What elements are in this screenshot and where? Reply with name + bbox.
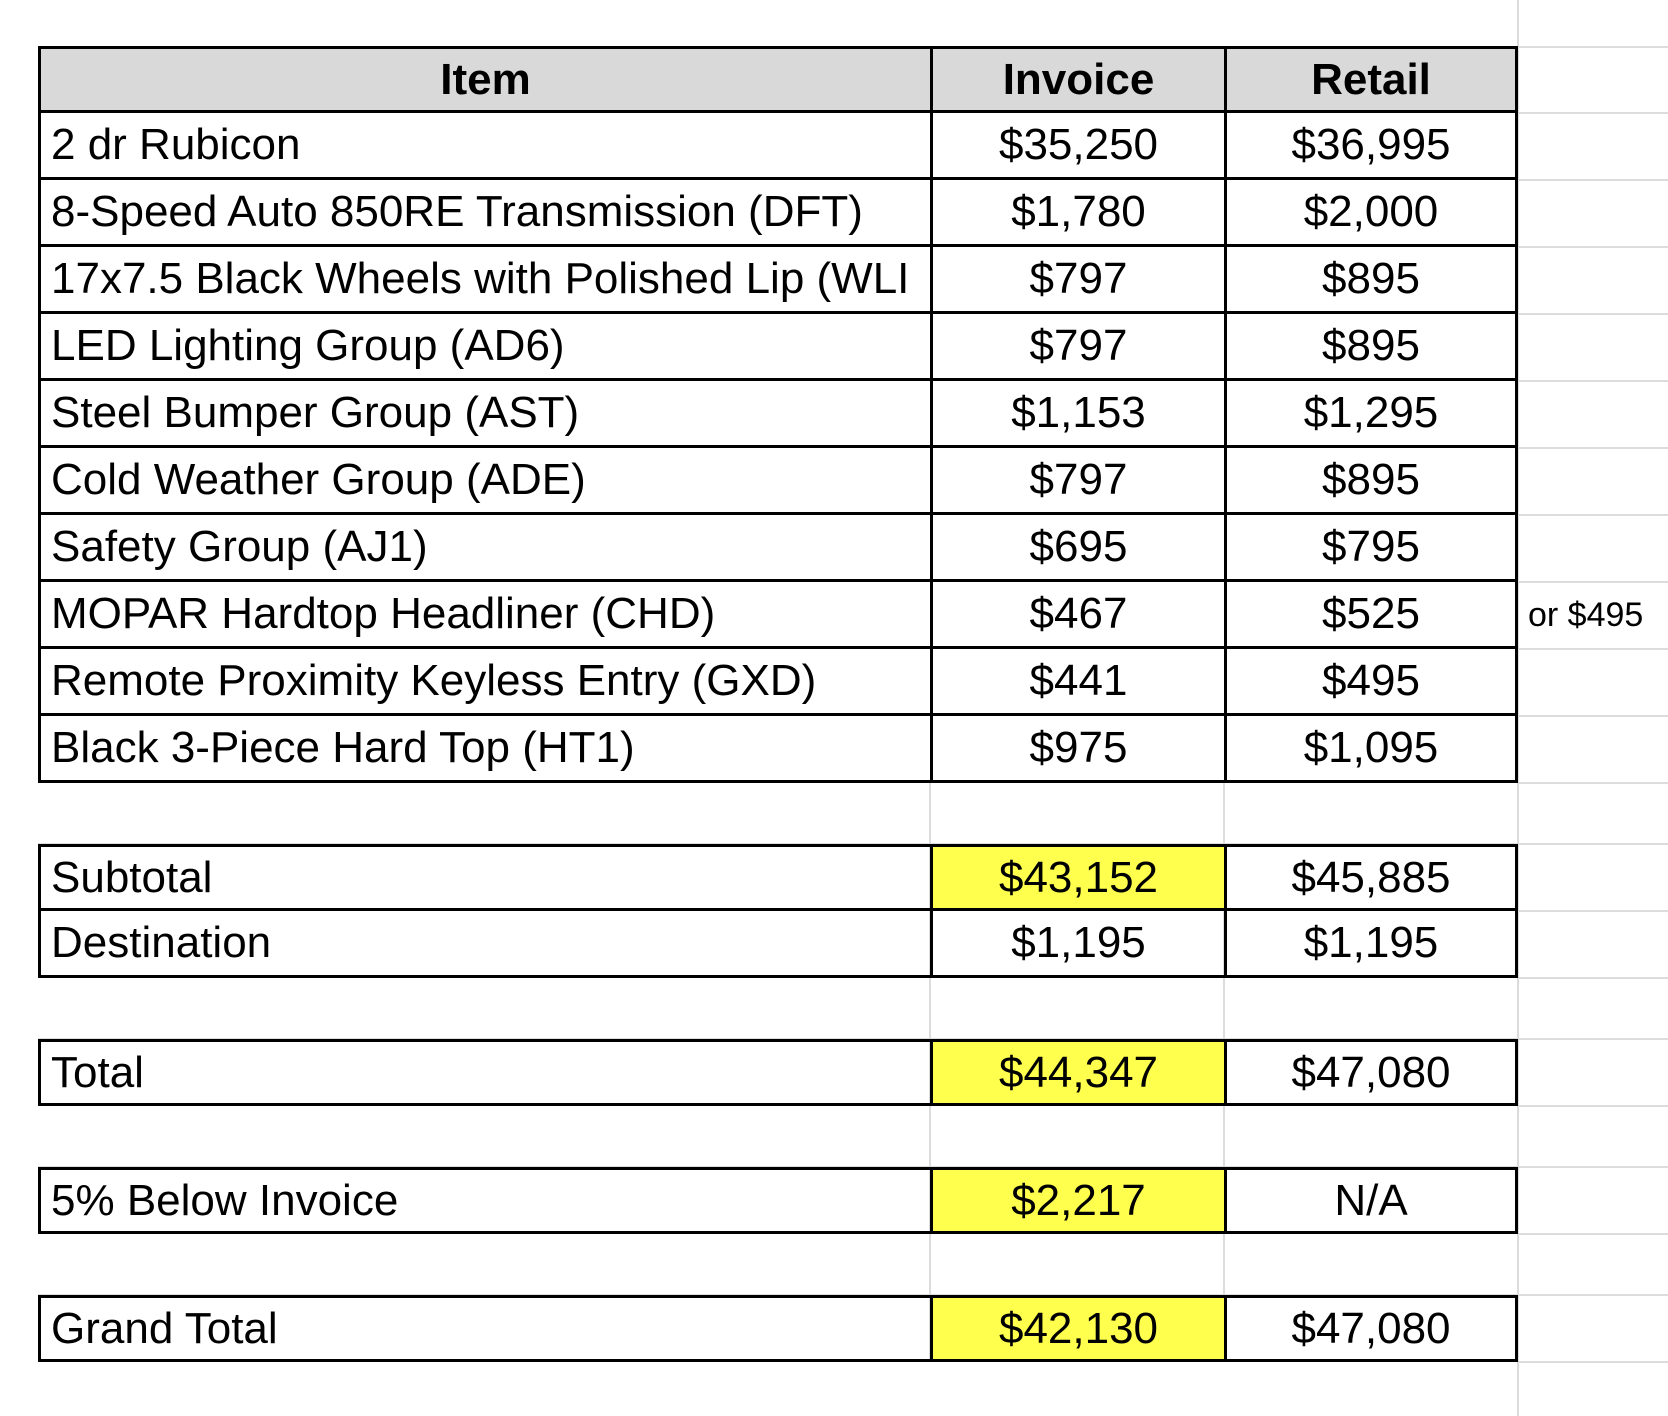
item-cell[interactable]: 2 dr Rubicon [38,113,930,180]
retail-cell[interactable]: $895 [1224,247,1518,314]
below-invoice-invoice[interactable]: $2,217 [930,1167,1224,1234]
invoice-cell[interactable]: $797 [930,448,1224,515]
below-invoice-block [38,1167,1518,1234]
retail-cell[interactable]: $895 [1224,448,1518,515]
destination-label[interactable]: Destination [38,911,930,978]
destination-row [38,911,1518,978]
below-invoice-retail[interactable]: N/A [1224,1167,1518,1234]
below-invoice-row [38,1167,1518,1234]
subtotal-invoice[interactable]: $43,152 [930,844,1224,911]
header-invoice[interactable]: Invoice [930,46,1224,113]
invoice-cell[interactable]: $797 [930,247,1224,314]
item-cell[interactable]: Safety Group (AJ1) [38,515,930,582]
table-row [38,716,1518,783]
item-cell[interactable]: 17x7.5 Black Wheels with Polished Lip (WLI [38,247,930,314]
table-row [38,180,1518,247]
invoice-cell[interactable]: $1,153 [930,381,1224,448]
invoice-cell[interactable]: $1,780 [930,180,1224,247]
subtotal-row [38,844,1518,911]
spacer-row [38,1234,1518,1295]
total-block [38,1039,1518,1106]
item-cell[interactable]: Cold Weather Group (ADE) [38,448,930,515]
spacer-row [38,1106,1518,1167]
retail-cell[interactable]: $495 [1224,649,1518,716]
table-row [38,381,1518,448]
retail-cell[interactable]: $895 [1224,314,1518,381]
total-label[interactable]: Total [38,1039,930,1106]
invoice-cell[interactable]: $695 [930,515,1224,582]
invoice-cell[interactable]: $467 [930,582,1224,649]
invoice-cell[interactable]: $797 [930,314,1224,381]
grand-total-row [38,1295,1518,1362]
spacer-row [38,978,1518,1039]
retail-cell[interactable]: $2,000 [1224,180,1518,247]
retail-cell[interactable]: $36,995 [1224,113,1518,180]
subtotal-block [38,844,1518,978]
retail-cell[interactable]: $795 [1224,515,1518,582]
retail-cell[interactable]: $1,295 [1224,381,1518,448]
subtotal-label[interactable]: Subtotal [38,844,930,911]
item-cell[interactable]: LED Lighting Group (AD6) [38,314,930,381]
subtotal-retail[interactable]: $45,885 [1224,844,1518,911]
grand-total-block [38,1295,1518,1362]
item-cell[interactable]: 8-Speed Auto 850RE Transmission (DFT) [38,180,930,247]
table-row [38,448,1518,515]
item-cell[interactable]: Black 3-Piece Hard Top (HT1) [38,716,930,783]
retail-cell[interactable]: $525 [1224,582,1518,649]
grand-total-label[interactable]: Grand Total [38,1295,930,1362]
total-invoice[interactable]: $44,347 [930,1039,1224,1106]
table-row [38,582,1644,649]
invoice-cell[interactable]: $975 [930,716,1224,783]
invoice-cell[interactable]: $441 [930,649,1224,716]
grand-total-retail[interactable]: $47,080 [1224,1295,1518,1362]
table-row [38,247,1518,314]
destination-invoice[interactable]: $1,195 [930,911,1224,978]
grand-total-invoice[interactable]: $42,130 [930,1295,1224,1362]
table-row [38,515,1518,582]
item-cell[interactable]: Steel Bumper Group (AST) [38,381,930,448]
invoice-cell[interactable]: $35,250 [930,113,1224,180]
item-cell[interactable]: MOPAR Hardtop Headliner (CHD) [38,582,930,649]
below-invoice-label[interactable]: 5% Below Invoice [38,1167,930,1234]
destination-retail[interactable]: $1,195 [1224,911,1518,978]
table-row [38,113,1518,180]
total-retail[interactable]: $47,080 [1224,1039,1518,1106]
header-retail[interactable]: Retail [1224,46,1518,113]
retail-cell[interactable]: $1,095 [1224,716,1518,783]
table-row [38,314,1518,381]
spacer-row [38,783,1518,844]
header-item[interactable]: Item [38,46,930,113]
items-table [38,46,1644,783]
total-row [38,1039,1518,1106]
item-cell[interactable]: Remote Proximity Keyless Entry (GXD) [38,649,930,716]
header-row [38,46,1518,113]
side-note[interactable]: or $495 [1528,596,1644,634]
table-row [38,649,1518,716]
price-sheet [38,46,1644,1362]
